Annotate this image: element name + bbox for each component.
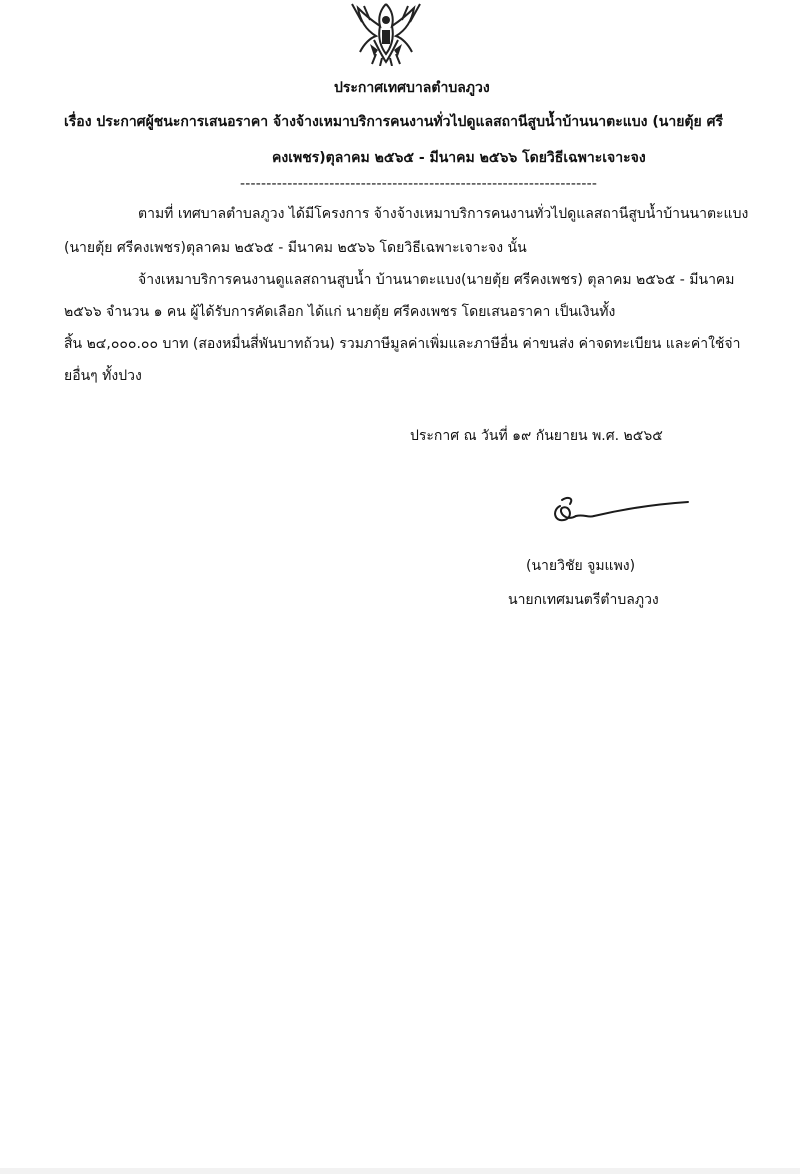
paragraph-1-line-2: (นายตุ้ย ศรีคงเพชร)ตุลาคม ๒๕๖๕ - มีนาคม ๒๕๖๖ โดยวิธีเฉพาะเจาะจง นั้น [64, 240, 527, 256]
garuda-emblem-icon [330, 0, 442, 66]
paragraph-2-line-2: ๒๕๖๖ จำนวน ๑ คน ผู้ได้รับการคัดเลือก ได้แก่ นายตุ้ย ศรีคงเพชร โดยเสนอราคา เป็นเงินทั้ง [64, 304, 616, 320]
signer-title: นายกเทศมนตรีตำบลภูวง [508, 592, 659, 608]
paragraph-2-line-4: ยอื่นๆ ทั้งปวง [64, 368, 142, 384]
page-bottom-edge [0, 1168, 800, 1174]
paragraph-1-line-1: ตามที่ เทศบาลตำบลภูวง ได้มีโครงการ จ้างจ้างเหมาบริการคนงานทั่วไปดูแลสถานีสูบน้ำบ้านนาตะแบง [138, 206, 749, 222]
announcement-date: ประกาศ ณ วันที่ ๑๙ กันยายน พ.ศ. ๒๕๖๕ [410, 428, 663, 444]
divider-line: -------------------------------------------------------------------- [240, 176, 598, 192]
subject-line-2: คงเพชร)ตุลาคม ๒๕๖๕ - มีนาคม ๒๕๖๖ โดยวิธีเฉพาะเจาะจง [272, 150, 646, 166]
issuer-heading: ประกาศเทศบาลตำบลภูวง [334, 80, 490, 96]
handwritten-signature [548, 492, 698, 532]
signer-name: (นายวิชัย จูมแพง) [526, 558, 636, 574]
paragraph-2-line-3: สิ้น ๒๔,๐๐๐.๐๐ บาท (สองหมื่นสี่พันบาทถ้วน) รวมภาษีมูลค่าเพิ่มและภาษีอื่น ค่าขนส่ง ค่าจดทะเบียน และค่าใช้จ่า [64, 336, 741, 352]
paragraph-2-line-1: จ้างเหมาบริการคนงานดูแลสถานสูบน้ำ บ้านนาตะแบง(นายตุ้ย ศรีคงเพชร) ตุลาคม ๒๕๖๕ - มีนาคม [138, 272, 735, 288]
subject-line-1: เรื่อง ประกาศผู้ชนะการเสนอราคา จ้างจ้างเหมาบริการคนงานทั่วไปดูแลสถานีสูบน้ำบ้านนาตะแบง (นายตุ้ย ศรี [64, 114, 724, 130]
